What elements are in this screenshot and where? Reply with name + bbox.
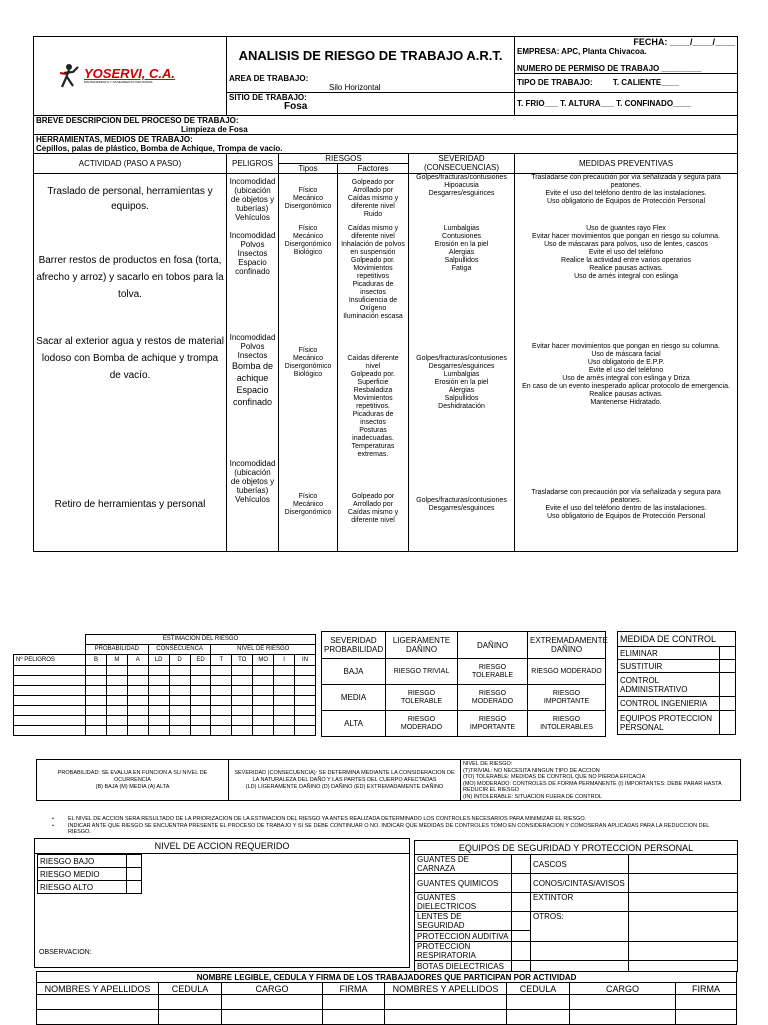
medida-checkbox[interactable] — [720, 711, 736, 735]
epp-item: OTROS: — [531, 912, 629, 942]
epp-checkbox[interactable] — [512, 893, 531, 912]
firmas-col: FIRMA — [323, 983, 385, 995]
matrix-cell: RIESGO IMPORTANTE — [458, 711, 528, 737]
epp-item: PROTECCION AUDITIVA — [415, 931, 512, 942]
estimacion-empty-row — [14, 696, 316, 706]
epp-item: BOTAS DIELECTRICAS — [415, 961, 512, 972]
firma-field[interactable] — [385, 995, 507, 1010]
col-b: B — [86, 655, 107, 666]
actividad-cell: Traslado de personal, herramientas y equipos. — [34, 173, 227, 225]
medidas-cell: Trasladarse con precaución por vía señalizada y segura para peatones. Evite el uso del teléfono dentro de las instalaciones. Uso obligatorio de Equipos de Protección Personal — [515, 173, 738, 225]
firma-field[interactable] — [676, 1010, 737, 1025]
n-peligros-header: Nº PELIGROS — [14, 655, 86, 666]
riesgo-bajo-checkbox[interactable] — [126, 855, 141, 868]
firmas-col: CEDULA — [507, 983, 570, 995]
col-factores: Factores — [338, 163, 409, 173]
riesgo-medio-label: RIESGO MEDIO — [38, 868, 127, 881]
herr-value: Cepillos, palas de plástico, Bomba de Achique, Trompa de vacío. — [36, 143, 283, 153]
fecha-label: FECHA: — [633, 37, 668, 47]
peligros-cell — [227, 329, 279, 459]
col-medidas: MEDIDAS PREVENTIVAS — [515, 153, 738, 173]
firmas-col: CEDULA — [159, 983, 222, 995]
estimacion-table — [13, 634, 316, 736]
consecuencia-header: CONSECUENCA — [148, 645, 211, 655]
sitio-label: SITIO DE TRABAJO: — [229, 92, 307, 102]
col-a: A — [127, 655, 148, 666]
matrix-corner: SEVERIDAD PROBABILIDAD — [322, 632, 386, 659]
nivel-header: NIVEL DE RIESGO — [211, 645, 316, 655]
epp-checkbox[interactable] — [512, 874, 531, 893]
col-i: I — [274, 655, 295, 666]
col-riesgos: RIESGOS — [279, 153, 409, 163]
sitio-cell — [227, 92, 515, 115]
estimacion-empty-row — [14, 716, 316, 726]
epp-item: CASCOS — [531, 855, 629, 874]
matrix-row-baja: BAJA — [322, 659, 386, 685]
estimacion-empty-row — [14, 676, 316, 686]
severidad-cell: Golpes/fracturas/contusiones Hipoacusia Desgarres/esguinces — [409, 173, 515, 225]
medidas-cell: Uso de guantes rayo Flex Evitar hacer movimientos que pongan en riesgo su columna. Uso de máscaras para polvos, uso de lentes, cascos Evite el uso del teléfono Realice la actividad entre varios operarios Realice pausas activas. Uso de arnés integral con eslinga — [515, 225, 738, 329]
firma-field[interactable] — [222, 995, 323, 1010]
epp-checkbox[interactable] — [512, 912, 531, 931]
epp-item: PROTECCION RESPIRATORIA — [415, 942, 512, 961]
epp-checkbox[interactable] — [512, 855, 531, 874]
tipos-cell: Físico Mecánico Disergonómico — [279, 173, 338, 225]
epp-checkbox[interactable] — [629, 855, 738, 874]
matrix-cell: RIESGO MODERADO — [528, 659, 606, 685]
peligros-big-text: Bomba de achique Espacio confinado — [231, 361, 274, 407]
epp-item: CONOS/CINTAS/AVISOS — [531, 874, 629, 893]
firmas-col: CARGO — [570, 983, 676, 995]
empresa-text: EMPRESA: APC, Planta Chivacoa. — [517, 47, 647, 56]
col-actividad: ACTIVIDAD (PASO A PASO) — [34, 153, 227, 173]
col-m: M — [106, 655, 127, 666]
col-ld: LD — [148, 655, 169, 666]
riesgo-alto-label: RIESGO ALTO — [38, 881, 127, 894]
matrix-cell: RIESGO INTOLERABLES — [528, 711, 606, 737]
riesgo-alto-checkbox[interactable] — [126, 881, 141, 894]
worker-logo-icon — [58, 63, 80, 89]
matrix-cell: RIESGO TRIVIAL — [386, 659, 458, 685]
epp-checkbox[interactable] — [629, 874, 738, 893]
firma-field[interactable] — [385, 1010, 507, 1025]
nivel-accion-table — [37, 854, 142, 894]
matrix-row-alta: ALTA — [322, 711, 386, 737]
matrix-cell: RIESGO IMPORTANTE — [528, 685, 606, 711]
factores-cell: Caídas diferente nivel Golpeado por. Superficie Resbaladiza Movimientos repetitivos. Picaduras de insectos Posturas inadecuadas. Temperaturas extremas. — [338, 329, 409, 459]
factores-cell: Golpeado por Arrollado por Caídas mismo y diferente nivel Ruido — [338, 173, 409, 225]
header-table — [33, 36, 738, 552]
severidad-cell: Golpes/fracturas/contusiones Desgarres/esguinces Lumbalgias Erosión en la piel Alergias Salpullidos Deshidratación — [409, 329, 515, 459]
legend-nivel: NIVEL DE RIESGO: (T)TRIVIAL: NO NECESITA NINGUN TIPO DE ACCION (TO) TOLERABLE: MEDIDAS DE CONTROL QUE NO PIERDA EFICACIA (MO) MODERADO: CONTROLES DE FORMA PERMANENTE (I) IMPORTANTES: DEBE PARAR HASTA REDUCIR EL RIESGO (IN) INTOLERABLE: SITUACION FUERA DE CONTROL — [461, 760, 741, 801]
estimacion-empty-row — [14, 686, 316, 696]
firmas-col: FIRMA — [676, 983, 737, 995]
epp-item: EXTINTOR — [531, 893, 629, 912]
epp-checkbox[interactable] — [512, 942, 531, 961]
firma-row — [37, 995, 737, 1010]
medida-epp: EQUIPOS PROTECCION PERSONAL — [618, 711, 720, 735]
severidad-cell: Lumbalgias Contusiones Erosión en la piel Alergias Salpullidos Fatiga — [409, 225, 515, 329]
epp-item: GUANTES QUIMICOS — [415, 874, 512, 893]
firmas-title: NOMBRE LEGIBLE, CEDULA Y FIRMA DE LOS TRABAJADORES QUE PARTICIPAN POR ACTIVIDAD — [37, 972, 737, 983]
col-d: D — [169, 655, 190, 666]
tipos-cell: Físico Mecánico Disergonómico — [279, 459, 338, 551]
medidas-cell: Evitar hacer movimientos que pongan en riesgo su columna. Uso de máscara facial Uso obligatorio de E.P.P. Evite el uso del teléfono Uso de arnés integral con eslinga y Driza En caso de un evento inesperado aplicar protocolo de emergencia. Realice pausas activas. Mantenerse Hidratado. — [515, 329, 738, 459]
tipo-label: TIPO DE TRABAJO: — [517, 78, 593, 88]
area-label: AREA DE TRABAJO: — [229, 73, 309, 83]
col-peligros: PELIGROS — [227, 153, 279, 173]
epp-otros-field[interactable] — [629, 912, 738, 942]
logo-text: YOSERVI, C.A. — [84, 66, 176, 82]
estimacion-empty-row — [14, 706, 316, 716]
notes — [52, 816, 732, 836]
actividad-cell: Sacar al exterior agua y restos de material lodoso con Bomba de achique y trompa de vacío. — [34, 329, 227, 459]
actividad-cell: Barrer restos de productos en fosa (torta, afrecho y arroz) y sacarlo en tobos para la tolva. — [34, 225, 227, 329]
estimacion-title: ESTIMACION DEL RIESGO — [86, 635, 316, 645]
matrix-cell: RIESGO TOLERABLE — [386, 685, 458, 711]
medida-control-title: MEDIDA DE CONTROL — [618, 632, 736, 647]
activity-row — [34, 173, 738, 225]
fecha-empresa-cell — [515, 37, 738, 74]
firma-field[interactable] — [159, 1010, 222, 1025]
note-text: EL NIVEL DE ACCION SERA RESULTADO DE LA PRIORIZACION DE LA ESTIMACION DEL RIESGO YA ANTES REALIZADA DETERMINADO LOS CONTROLES NECESARIOS PARA MINIMIZAR EL RIESGO. — [68, 816, 587, 822]
descripcion-cell — [34, 115, 738, 134]
legend-severidad: SEVERIDAD (CONSECUENCIA): SE DETERMINA MEDIANTE LA CONSIDERACION DE LA NATURALEZA DEL DAÑO Y LAS PARTES DEL CUERPO AFECTADAS (LD) LIGERAMENTE DAÑINO (D) DAÑINO (ED) EXTREMADAMENTE DAÑINO — [229, 760, 461, 801]
medida-administrativo: CONTROL ADMINISTRATIVO — [618, 673, 720, 697]
factores-cell: Golpeado por Arrollado por Caídas mismo y diferente nivel — [338, 459, 409, 551]
tipos-cell: Físico Mecánico Disergonómico Biológico — [279, 225, 338, 329]
epp-checkbox[interactable] — [629, 893, 738, 912]
herramientas-cell — [34, 134, 738, 153]
matrix-col-extremadamente: EXTREMADAMENTE DAÑINO — [528, 632, 606, 659]
tipo-value: T. CALIENTE____ — [612, 78, 680, 88]
medida-checkbox[interactable] — [720, 660, 736, 673]
medida-ingenieria: CONTROL INGENIERIA — [618, 697, 720, 711]
firma-field[interactable] — [570, 1010, 676, 1025]
herr-label: HERRAMIENTAS, MEDIOS DE TRABAJO: — [36, 134, 193, 144]
factores-cell: Caídas mismo y diferente nivel Inhalación de polvos en suspensión Golpeado por. Movimientos repetitivos Picaduras de insectos Insuficiencia de Oxígeno Iluminación escasa — [338, 225, 409, 329]
fecha-value: ____/____/____ — [669, 37, 736, 47]
area-value: Silo Horizontal — [329, 82, 381, 92]
matrix-col-ligeramente: LIGERAMENTE DAÑINO — [386, 632, 458, 659]
epp-table — [414, 840, 738, 972]
nivel-accion-title: NIVEL DE ACCION REQUERIDO — [35, 839, 409, 854]
severidad-matrix — [321, 631, 606, 737]
art-form — [33, 36, 737, 552]
medida-control-table — [617, 631, 736, 735]
peligros-cell: Incomodidad (ubicación de objetos y tuberías) Vehículos — [227, 459, 279, 551]
area-cell — [227, 74, 515, 93]
nivel-accion-box — [34, 838, 410, 968]
col-in: IN — [295, 655, 316, 666]
activity-row — [34, 225, 738, 329]
legend-table — [36, 759, 741, 801]
col-mo: MO — [253, 655, 274, 666]
tipo-line2: T. FRIO___ T. ALTURA___ T. CONFINADO____ — [515, 92, 738, 115]
medida-checkbox[interactable] — [720, 673, 736, 697]
note-item: • EL NIVEL DE ACCION SERA RESULTADO DE LA PRIORIZACION DE LA ESTIMACION DEL RIESGO YA ANTES REALIZADA DETERMINADO LOS CONTROLES NECESARIOS PARA MINIMIZAR EL RIESGO. — [52, 816, 587, 822]
logo-subtext: MANTENIMIENTO Y SANEAMIENTO INDUSTRIAL — [84, 80, 154, 85]
epp-checkbox[interactable] — [512, 961, 531, 972]
medidas-cell: Trasladarse con precaución por vía señalizada y segura para peatones. Evite el uso del teléfono dentro de las instalaciones. Uso obligatorio de Equipos de Protección Personal — [515, 459, 738, 551]
epp-title: EQUIPOS DE SEGURIDAD Y PROTECCION PERSONAL — [415, 841, 738, 855]
estimacion-empty-row — [14, 726, 316, 736]
form-title: ANALISIS DE RIESGO DE TRABAJO A.R.T. — [227, 37, 515, 74]
peligros-cell: Incomodidad (ubicación de objetos y tuberías) Vehículos — [227, 173, 279, 225]
firma-field[interactable] — [37, 995, 159, 1010]
matrix-col-danino: DAÑINO — [458, 632, 528, 659]
firma-field[interactable] — [159, 995, 222, 1010]
peligros-cell: Incomodidad Polvos Insectos Espacio confinado — [227, 225, 279, 329]
firmas-col: NOMBRES Y APELLIDOS — [37, 983, 159, 995]
firmas-col: NOMBRES Y APELLIDOS — [385, 983, 507, 995]
riesgo-bajo-label: RIESGO BAJO — [38, 855, 127, 868]
matrix-cell: RIESGO MODERADO — [386, 711, 458, 737]
legend-probabilidad: PROBABILIDAD: SE EVALUA EN FUNCION A SU NIVEL DE OCURRENCIA (B) BAJA (M) MEDIA (A) ALTA — [37, 760, 229, 801]
epp-item: GUANTES DE CARNAZA — [415, 855, 512, 874]
tipos-cell: Físico Mecánico Disergonómico Biológico — [279, 329, 338, 459]
col-to: TO — [232, 655, 253, 666]
estimacion-empty-row — [14, 666, 316, 676]
medida-checkbox[interactable] — [720, 647, 736, 660]
activity-row — [34, 329, 738, 459]
medida-checkbox[interactable] — [720, 697, 736, 711]
col-tipos: Tipos — [279, 163, 338, 173]
firmas-col: CARGO — [222, 983, 323, 995]
tipo-trabajo-cell — [515, 74, 738, 93]
firma-field[interactable] — [323, 1010, 385, 1025]
desc-value: Limpieza de Fosa — [181, 124, 248, 134]
col-severidad: SEVERIDAD (CONSECUENCIAS) — [409, 153, 515, 173]
firmas-table — [36, 971, 737, 1025]
firma-field[interactable] — [676, 995, 737, 1010]
note-item: • INDICAR ANTE QUE RIESGO SE ENCUENTRA PRESENTE EL PROCESO DE TRABAJO Y SI SE DEBE CONTINUAR O NO. INDICAR QUE MEDIDAS DE CONTROLES TOMO EN CONSIDERACION Y COMOSERAN APLICADAS PARA LA REDUCCION DEL RIESGO. — [52, 823, 732, 836]
matrix-row-media: MEDIA — [322, 685, 386, 711]
riesgo-medio-checkbox[interactable] — [126, 868, 141, 881]
epp-checkbox[interactable] — [512, 931, 531, 942]
note-text: INDICAR ANTE QUE RIESGO SE ENCUENTRA PRESENTE EL PROCESO DE TRABAJO Y SI SE DEBE CONTINUAR O NO. INDICAR QUE MEDIDAS DE CONTROLES TOMO EN CONSIDERACION Y COMOSERAN APLICADAS PARA LA REDUCCION DEL RIESGO. — [67, 822, 710, 835]
firma-field[interactable] — [507, 995, 570, 1010]
firma-field[interactable] — [323, 995, 385, 1010]
logo-cell — [34, 37, 227, 116]
probabilidad-header: PROBABILIDAD — [86, 645, 149, 655]
firma-field[interactable] — [37, 1010, 159, 1025]
col-t: T — [211, 655, 232, 666]
medida-sustituir: SUSTITUIR — [618, 660, 720, 673]
firma-field[interactable] — [222, 1010, 323, 1025]
epp-item: LENTES DE SEGURIDAD — [415, 912, 512, 931]
matrix-cell: RIESGO TOLERABLE — [458, 659, 528, 685]
col-ed: ED — [190, 655, 211, 666]
firma-field[interactable] — [570, 995, 676, 1010]
epp-item: GUANTES DIELECTRICOS — [415, 893, 512, 912]
sitio-value: Fosa — [284, 100, 308, 112]
permiso-text: NUMERO DE PERMISO DE TRABAJO _________ — [517, 64, 702, 73]
severidad-cell: Golpes/fracturas/contusiones Desgarres/esguinces — [409, 459, 515, 551]
firma-row — [37, 1010, 737, 1025]
observacion-label: OBSERVACION: — [39, 949, 92, 956]
desc-label: BREVE DESCRIPCION DEL PROCESO DE TRABAJO: — [36, 115, 239, 125]
medida-eliminar: ELIMINAR — [618, 647, 720, 660]
peligros-text: Incomodidad Polvos Insectos — [229, 333, 276, 360]
activity-row — [34, 459, 738, 551]
firma-field[interactable] — [507, 1010, 570, 1025]
actividad-cell: Retiro de herramientas y personal — [34, 459, 227, 551]
matrix-cell: RIESGO MODERADO — [458, 685, 528, 711]
